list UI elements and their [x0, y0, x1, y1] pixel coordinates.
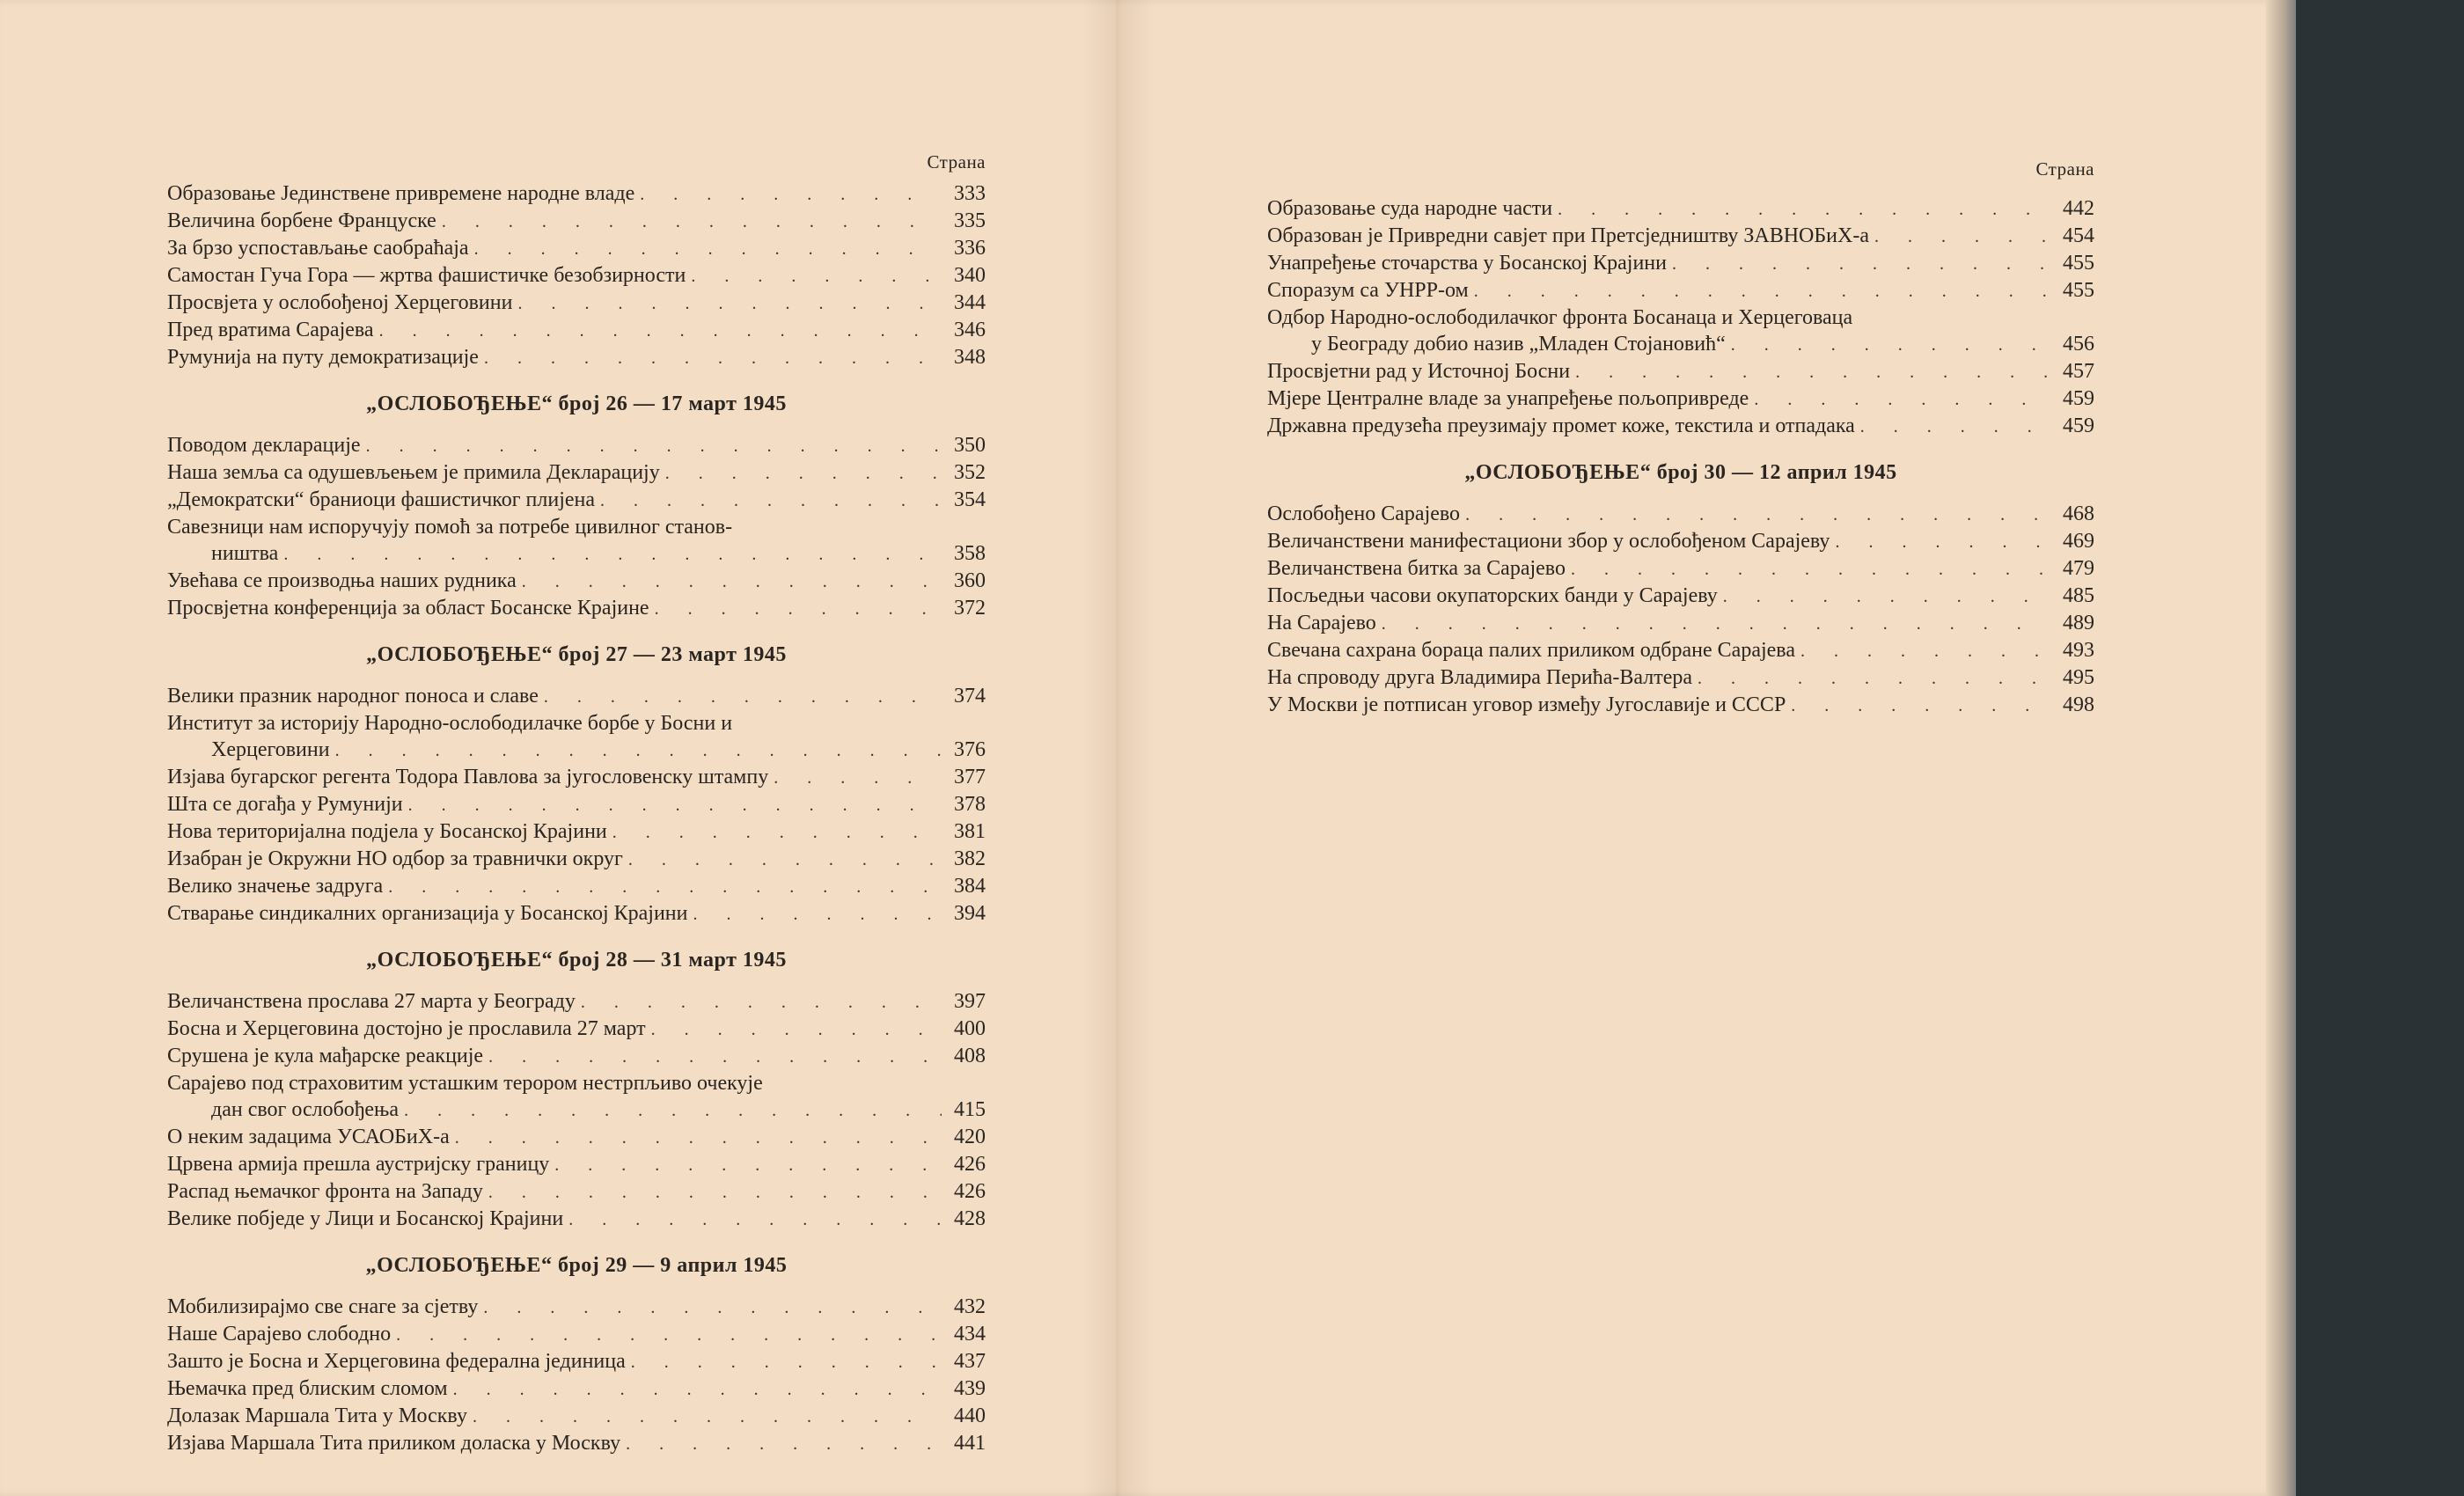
toc-entry	[1267, 195, 2094, 223]
dot-leader	[626, 1431, 942, 1457]
toc-entry-page: 469	[2063, 530, 2094, 553]
toc-entry-title-line: Сарајево под страховитим усташким терором нестрпљиво очекује	[167, 1072, 763, 1095]
toc-entry-title: Ослобођено Сарајево	[1267, 502, 1461, 525]
toc-entry-title: Нова територијална подјела у Босанској Крајини	[167, 820, 607, 843]
toc-entry	[167, 1348, 986, 1375]
toc-entry-title: Изјава бугарског регента Тодора Павлова за југословенску штампу	[167, 766, 769, 788]
toc-entry	[167, 262, 986, 290]
toc-entry-title: „Демократски“ браниоци фашистичког плијена	[167, 488, 596, 511]
dot-leader	[379, 318, 942, 344]
toc-entry-page: 495	[2063, 666, 2094, 689]
toc-entry-title: Стварање синдикалних организација у Босанској Крајини	[167, 902, 688, 925]
toc-entry-title-line: Савезници нам испоручују помоћ за потребе цивилног станов-	[167, 516, 733, 539]
toc-entry-title: ништва	[211, 542, 279, 565]
toc-entry	[167, 683, 986, 710]
toc-entry-title: Увећава се производња наших рудника	[167, 569, 517, 592]
toc-entry-title: Срушена је кула мађарске реакције	[167, 1045, 484, 1067]
toc-entry	[167, 1124, 986, 1151]
toc-entry	[1267, 277, 2094, 304]
toc-entry-title: Државна предузећа преузимају промет коже, текстила и отпадака	[1267, 414, 1855, 437]
dot-leader	[1575, 359, 2050, 385]
toc-entry-page: 348	[954, 346, 986, 369]
toc-entry	[167, 791, 986, 818]
book-gutter	[1082, 0, 1153, 1496]
toc-entry-page: 432	[954, 1295, 986, 1318]
toc-entry-page: 437	[954, 1350, 986, 1373]
right-page	[1267, 0, 2094, 1496]
toc-entry-title: Унапређење сточарства у Босанској Крајини	[1267, 252, 1667, 275]
toc-entry-page: 377	[954, 766, 986, 788]
toc-entry	[167, 290, 986, 317]
toc-entry-page: 455	[2063, 252, 2094, 275]
toc-entry-title: Изјава Маршала Тита приликом доласка у Москву	[167, 1432, 621, 1455]
toc-entry-page: 372	[954, 597, 986, 620]
toc-entry	[167, 988, 986, 1016]
toc-entry	[167, 764, 986, 791]
toc-entries	[167, 180, 986, 1457]
toc-entry-title: Просвјетна конференција за област Босанске Крајине	[167, 597, 649, 620]
toc-entry	[1267, 223, 2094, 250]
toc-entry-page: 459	[2063, 387, 2094, 410]
toc-entry	[1267, 385, 2094, 413]
toc-entry-title: Мобилизирајмо све снаге за сјетву	[167, 1295, 479, 1318]
dot-leader	[404, 1097, 942, 1124]
toc-entry-page: 420	[954, 1126, 986, 1148]
toc-entry	[167, 737, 986, 764]
toc-entry-page: 400	[954, 1017, 986, 1040]
dot-leader	[483, 1294, 942, 1321]
toc-entry	[167, 568, 986, 595]
toc-entry-title: Мјере Централне владе за унапређење пољопривреде	[1267, 387, 1749, 410]
toc-entry	[167, 344, 986, 371]
toc-entry-page: 336	[954, 237, 986, 260]
toc-entry-title: На Сарајево	[1267, 612, 1376, 634]
toc-entry	[1267, 358, 2094, 385]
toc-entry-title: Самостан Гуча Гора — жртва фашистичке безобзирности	[167, 264, 686, 287]
toc-entry-title: Велике побједе у Лици и Босанској Крајини	[167, 1207, 564, 1230]
toc-entry-title: О неким задацима УСАОБиХ-а	[167, 1126, 450, 1148]
toc-entry-page: 384	[954, 875, 986, 898]
toc-entry	[167, 1016, 986, 1043]
page-edge	[2266, 0, 2296, 1496]
toc-entry	[167, 873, 986, 900]
toc-entry-title: Босна и Херцеговина достојно је прославила 27 март	[167, 1017, 646, 1040]
toc-entry-title: Долазак Маршала Тита у Москву	[167, 1404, 467, 1427]
toc-entry-title: Изабран је Окружни НО одбор за травнички округ	[167, 847, 623, 870]
dot-leader	[1754, 386, 2050, 413]
toc-entry-page: 415	[954, 1098, 986, 1121]
toc-entry-page: 354	[954, 488, 986, 511]
issue-heading: „ОСЛОБОЂЕЊЕ“ број 27 — 23 март 1945	[366, 643, 787, 666]
toc-entry-title: дан свог ослобођења	[211, 1098, 400, 1121]
toc-entry	[1267, 664, 2094, 692]
toc-entry	[167, 317, 986, 344]
dot-leader	[1800, 638, 2050, 664]
toc-entry-title: Румунија на путу демократизације	[167, 346, 479, 369]
toc-entry	[1267, 555, 2094, 583]
toc-entry	[1267, 250, 2094, 277]
toc-entry-title: Величанствени манифестациони збор у ослобођеном Сарајеву	[1267, 530, 1830, 553]
dot-leader	[628, 847, 942, 873]
dot-leader	[484, 345, 942, 371]
page-column-label: Страна	[2035, 158, 2094, 180]
toc-entry	[167, 432, 986, 459]
toc-entry-page: 350	[954, 434, 986, 457]
dot-leader	[640, 181, 942, 208]
left-page	[167, 0, 986, 1496]
dot-leader	[1723, 583, 2050, 610]
toc-entry	[1267, 637, 2094, 664]
toc-entry-title: За брзо успостављање саобраћаја	[167, 237, 469, 260]
dot-leader	[488, 1179, 942, 1206]
toc-entry-page: 455	[2063, 279, 2094, 302]
toc-entry-page: 344	[954, 291, 986, 314]
toc-entry-title: Шта се догађа у Румунији	[167, 793, 403, 816]
dot-leader	[600, 488, 942, 514]
toc-entry-title: Поводом декларације	[167, 434, 361, 457]
toc-entry-title-line: Одбор Народно-ослободилачког фронта Босанаца и Херцеговаца	[1267, 306, 1853, 329]
toc-entry-page: 376	[954, 738, 986, 761]
page-column-label: Страна	[927, 151, 986, 172]
toc-entry-page: 394	[954, 902, 986, 925]
toc-entry-title: Споразум са УНРР-ом	[1267, 279, 1469, 302]
toc-entry-title: Величина борбене Француске	[167, 209, 436, 232]
toc-entry-page: 397	[954, 990, 986, 1013]
dot-leader	[366, 433, 942, 459]
dot-leader	[473, 1404, 942, 1430]
toc-entry-page: 485	[2063, 584, 2094, 607]
toc-entry-page: 454	[2063, 224, 2094, 247]
dot-leader	[453, 1376, 942, 1403]
toc-entry-page: 457	[2063, 360, 2094, 383]
toc-entry-title: Велико значење задруга	[167, 875, 384, 898]
toc-entry-title: Распад њемачког фронта на Западу	[167, 1180, 483, 1203]
toc-entry	[167, 900, 986, 928]
toc-entry-title: Свечана сахрана бораца палих приликом одбране Сарајева	[1267, 639, 1795, 662]
toc-entry	[167, 1321, 986, 1348]
toc-entry	[167, 846, 986, 873]
dot-leader	[581, 989, 942, 1016]
toc-entry-title: Њемачка пред блиским сломом	[167, 1377, 448, 1400]
toc-entry-page: 426	[954, 1153, 986, 1176]
toc-entry-page: 408	[954, 1045, 986, 1067]
dot-leader	[408, 792, 942, 818]
toc-entry-page: 440	[954, 1404, 986, 1427]
toc-entry	[167, 1043, 986, 1070]
dot-leader	[1571, 556, 2050, 583]
dot-leader	[1558, 196, 2050, 223]
toc-entry-title: Наше Сарајево слободно	[167, 1323, 392, 1346]
toc-entry	[1267, 413, 2094, 440]
toc-entry-title: Зашто је Босна и Херцеговина федерална јединица	[167, 1350, 626, 1373]
toc-entry-page: 442	[2063, 197, 2094, 220]
toc-entry-page: 459	[2063, 414, 2094, 437]
toc-entry-title: у Београду добио назив „Младен Стојановић“	[1311, 333, 1726, 356]
toc-entry-title: Просвјетни рад у Источној Босни	[1267, 360, 1571, 383]
issue-heading: „ОСЛОБОЂЕЊЕ“ број 30 — 12 април 1945	[1464, 461, 1897, 484]
toc-entry-title: Пред вратима Сарајева	[167, 319, 374, 341]
toc-entry-page: 456	[2063, 333, 2094, 356]
issue-heading: „ОСЛОБОЂЕЊЕ“ број 26 — 17 март 1945	[366, 392, 787, 415]
toc-entry-title: Херцеговини	[211, 738, 330, 761]
toc-entry-page: 493	[2063, 639, 2094, 662]
dot-leader	[1382, 611, 2050, 637]
toc-entry	[167, 208, 986, 235]
dot-leader	[396, 1322, 942, 1348]
dot-leader	[665, 460, 942, 487]
dot-leader	[1465, 502, 2050, 528]
toc-entries	[1267, 195, 2094, 719]
dot-leader	[774, 765, 942, 791]
toc-entry-page: 498	[2063, 693, 2094, 716]
dot-leader	[612, 819, 942, 846]
toc-entry	[1267, 610, 2094, 637]
toc-entry	[1267, 583, 2094, 610]
toc-entry-page: 489	[2063, 612, 2094, 634]
toc-entry-page: 346	[954, 319, 986, 341]
toc-entry-title: Образовање суда народне части	[1267, 197, 1553, 220]
toc-entry-title: Величанствена битка за Сарајево	[1267, 557, 1566, 580]
dot-leader	[631, 1349, 942, 1375]
toc-entry	[167, 487, 986, 514]
dot-leader	[335, 737, 942, 764]
toc-entry-page: 333	[954, 182, 986, 205]
toc-entry	[167, 1206, 986, 1233]
toc-entry-page: 378	[954, 793, 986, 816]
toc-entry-title: Наша земља са одушевљењем је примила Декларацију	[167, 461, 660, 484]
dot-leader	[488, 1044, 942, 1070]
toc-entry-title: У Москви је потписан уговор између Југославије и СССР	[1267, 693, 1786, 716]
dot-leader	[554, 1152, 942, 1178]
toc-entry	[1267, 501, 2094, 528]
dot-leader	[1860, 414, 2050, 440]
toc-entry-page: 358	[954, 542, 986, 565]
toc-entry	[167, 540, 986, 568]
issue-heading: „ОСЛОБОЂЕЊЕ“ број 28 — 31 март 1945	[366, 949, 787, 972]
dot-leader	[544, 684, 942, 710]
dot-leader	[1791, 693, 2050, 719]
toc-entry-page: 335	[954, 209, 986, 232]
toc-entry-page: 428	[954, 1207, 986, 1230]
dot-leader	[1835, 529, 2050, 555]
toc-entry-title-line: Институт за историју Народно-ослободилачке борбе у Босни и	[167, 712, 733, 735]
toc-entry-page: 434	[954, 1323, 986, 1346]
toc-entry-page: 479	[2063, 557, 2094, 580]
toc-entry-page: 468	[2063, 502, 2094, 525]
toc-entry	[167, 1096, 986, 1124]
toc-entry-page: 340	[954, 264, 986, 287]
issue-heading: „ОСЛОБОЂЕЊЕ“ број 29 — 9 април 1945	[365, 1254, 788, 1277]
toc-entry-page: 441	[954, 1432, 986, 1455]
toc-entry	[167, 180, 986, 208]
dot-leader	[1874, 224, 2050, 250]
dot-leader	[691, 263, 942, 290]
toc-entry	[167, 1403, 986, 1430]
toc-entry-page: 352	[954, 461, 986, 484]
dot-leader	[655, 596, 942, 622]
toc-entry-title: Црвена армија прешла аустријску границу	[167, 1153, 550, 1176]
toc-entry	[167, 1294, 986, 1321]
toc-entry-page: 439	[954, 1377, 986, 1400]
toc-entry	[1267, 528, 2094, 555]
toc-entry-page: 426	[954, 1180, 986, 1203]
toc-entry-title: Просвјета у ослобођеној Херцеговини	[167, 291, 513, 314]
dot-leader	[1672, 251, 2050, 277]
toc-entry-page: 374	[954, 685, 986, 708]
dot-leader	[522, 568, 942, 595]
toc-entry	[167, 1151, 986, 1178]
dot-leader	[283, 541, 942, 568]
dot-leader	[517, 290, 942, 317]
toc-entry	[167, 1430, 986, 1457]
dot-leader	[442, 209, 942, 235]
dot-leader	[388, 874, 942, 900]
toc-entry-title: Образовање Јединствене привремене народне владе	[167, 182, 635, 205]
dot-leader	[1474, 278, 2050, 304]
dot-leader	[1698, 665, 2050, 692]
toc-entry-page: 382	[954, 847, 986, 870]
toc-entry	[167, 235, 986, 262]
toc-entry	[167, 459, 986, 487]
toc-entry	[1267, 692, 2094, 719]
dot-leader	[568, 1206, 942, 1233]
toc-entry	[1267, 331, 2094, 358]
toc-entry-title: Величанствена прослава 27 марта у Београду	[167, 990, 576, 1013]
toc-entry-title: На спроводу друга Владимира Перића-Валтера	[1267, 666, 1693, 689]
dot-leader	[474, 236, 942, 262]
toc-entry	[167, 1178, 986, 1206]
toc-entry	[167, 818, 986, 846]
dot-leader	[693, 901, 942, 928]
toc-entry-title: Велики празник народног поноса и славе	[167, 685, 539, 708]
toc-entry-page: 360	[954, 569, 986, 592]
toc-entry	[167, 1375, 986, 1403]
toc-entry	[167, 595, 986, 622]
dot-leader	[651, 1016, 942, 1043]
toc-entry-title: Посљедњи часови окупаторских банди у Сарајеву	[1267, 584, 1718, 607]
dot-leader	[455, 1125, 942, 1151]
toc-entry-title: Образован је Привредни савјет при Претсједништву ЗАВНОБиХ-а	[1267, 224, 1869, 247]
dot-leader	[1731, 332, 2050, 358]
toc-entry-page: 381	[954, 820, 986, 843]
